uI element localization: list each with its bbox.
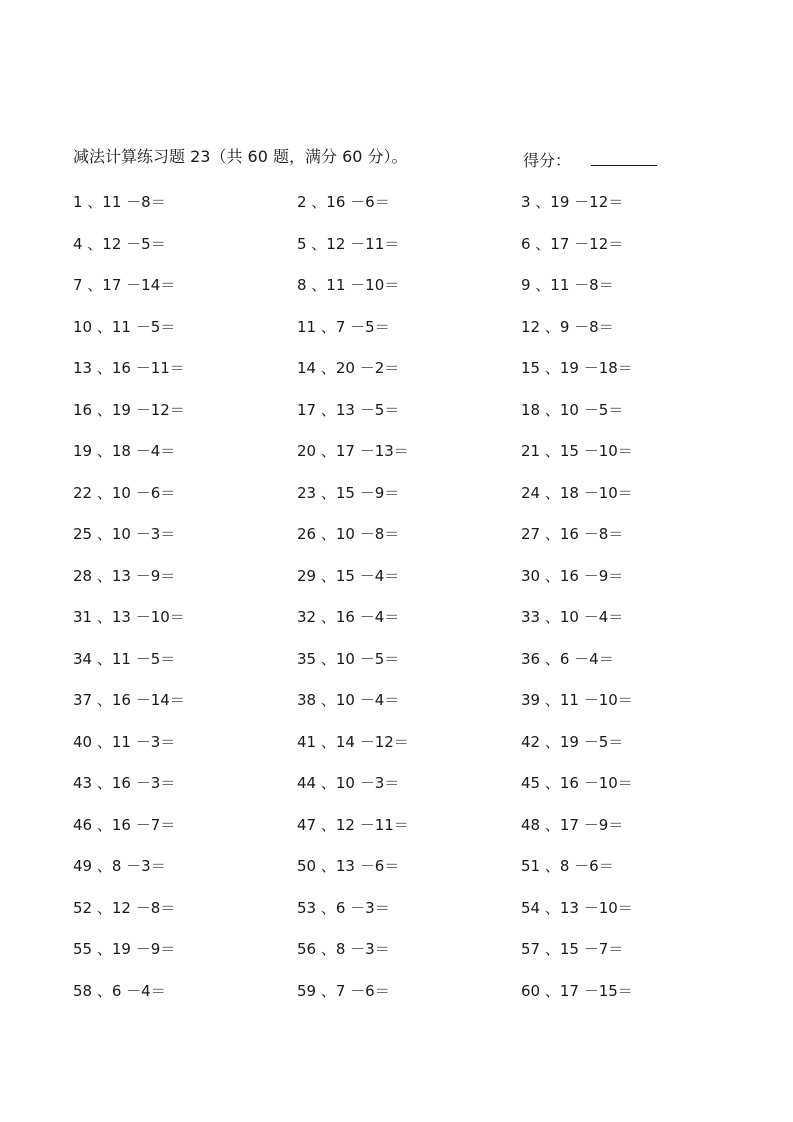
- problem-item: 2 、16 －6＝: [297, 193, 390, 211]
- problem-item: 4 、12 －5＝: [73, 234, 166, 253]
- problem-item: 8 、11 －10＝: [297, 276, 400, 294]
- problem-item: 26 、10 －8＝: [297, 525, 400, 543]
- problem-item: 32 、16 －4＝: [297, 608, 400, 626]
- problem-item: 15 、19 －18＝: [521, 359, 633, 377]
- problem-item: 30 、16 －9＝: [521, 566, 624, 585]
- problem-item: 28 、13 －9＝: [73, 566, 176, 585]
- problem-item: 39 、11 －10＝: [521, 691, 633, 709]
- problem-item: 31 、13 －10＝: [73, 608, 185, 626]
- problem-item: 47 、12 －11＝: [297, 815, 409, 834]
- problem-item: 11 、7 －5＝: [297, 317, 390, 336]
- problem-item: 6 、17 －12＝: [521, 234, 624, 253]
- problem-item: 33 、10 －4＝: [521, 608, 624, 626]
- problem-item: 36 、6 －4＝: [521, 649, 614, 668]
- problem-item: 29 、15 －4＝: [297, 566, 400, 585]
- problem-item: 54 、13 －10＝: [521, 898, 633, 917]
- problem-item: 55 、19 －9＝: [73, 940, 176, 958]
- problem-item: 40 、11 －3＝: [73, 732, 176, 751]
- problem-item: 44 、10 －3＝: [297, 774, 400, 792]
- problem-item: 19 、18 －4＝: [73, 442, 176, 460]
- problem-item: 13 、16 －11＝: [73, 359, 185, 377]
- problem-item: 14 、20 －2＝: [297, 359, 400, 377]
- problem-item: 41 、14 －12＝: [297, 732, 409, 751]
- problem-item: 50 、13 －6＝: [297, 857, 400, 875]
- score-blank-line[interactable]: [591, 151, 657, 166]
- problem-item: 9 、11 －8＝: [521, 276, 614, 294]
- problem-item: 7 、17 －14＝: [73, 276, 176, 294]
- problem-item: 12 、9 －8＝: [521, 317, 614, 336]
- problem-item: 37 、16 －14＝: [73, 691, 185, 709]
- problem-item: 1 、11 －8＝: [73, 193, 166, 211]
- score-field: [523, 150, 657, 172]
- problem-item: 60 、17 －15＝: [521, 981, 633, 1000]
- problem-item: 53 、6 －3＝: [297, 898, 390, 917]
- problem-item: 52 、12 －8＝: [73, 898, 176, 917]
- problem-item: 42 、19 －5＝: [521, 732, 624, 751]
- problem-item: 51 、8 －6＝: [521, 857, 614, 875]
- problem-item: 27 、16 －8＝: [521, 525, 624, 543]
- problem-item: 25 、10 －3＝: [73, 525, 176, 543]
- problem-grid: [73, 191, 733, 1021]
- worksheet-title: 减法计算练习题 23（共 60 题，满分 60 分）。: [73, 147, 408, 166]
- problem-item: 57 、15 －7＝: [521, 940, 624, 958]
- worksheet-header: [73, 146, 733, 176]
- problem-item: 3 、19 －12＝: [521, 193, 624, 211]
- score-label: 得分：: [523, 151, 572, 170]
- problem-item: 20 、17 －13＝: [297, 442, 409, 460]
- problem-item: 21 、15 －10＝: [521, 442, 633, 460]
- problem-item: 59 、7 －6＝: [297, 981, 390, 1000]
- problem-item: 24 、18 －10＝: [521, 483, 633, 502]
- problem-item: 10 、11 －5＝: [73, 317, 176, 336]
- problem-item: 38 、10 －4＝: [297, 691, 400, 709]
- problem-item: 43 、16 －3＝: [73, 774, 176, 792]
- problem-item: 23 、15 －9＝: [297, 483, 400, 502]
- problem-item: 34 、11 －5＝: [73, 649, 176, 668]
- problem-item: 18 、10 －5＝: [521, 400, 624, 419]
- problem-item: 58 、6 －4＝: [73, 981, 166, 1000]
- problem-item: 17 、13 －5＝: [297, 400, 400, 419]
- problem-item: 46 、16 －7＝: [73, 815, 176, 834]
- problem-item: 56 、8 －3＝: [297, 940, 390, 958]
- problem-item: 5 、12 －11＝: [297, 234, 400, 253]
- problem-item: 35 、10 －5＝: [297, 649, 400, 668]
- problem-item: 48 、17 －9＝: [521, 815, 624, 834]
- problem-item: 16 、19 －12＝: [73, 400, 185, 419]
- problem-item: 45 、16 －10＝: [521, 774, 633, 792]
- problem-item: 49 、8 －3＝: [73, 857, 166, 875]
- problem-item: 22 、10 －6＝: [73, 483, 176, 502]
